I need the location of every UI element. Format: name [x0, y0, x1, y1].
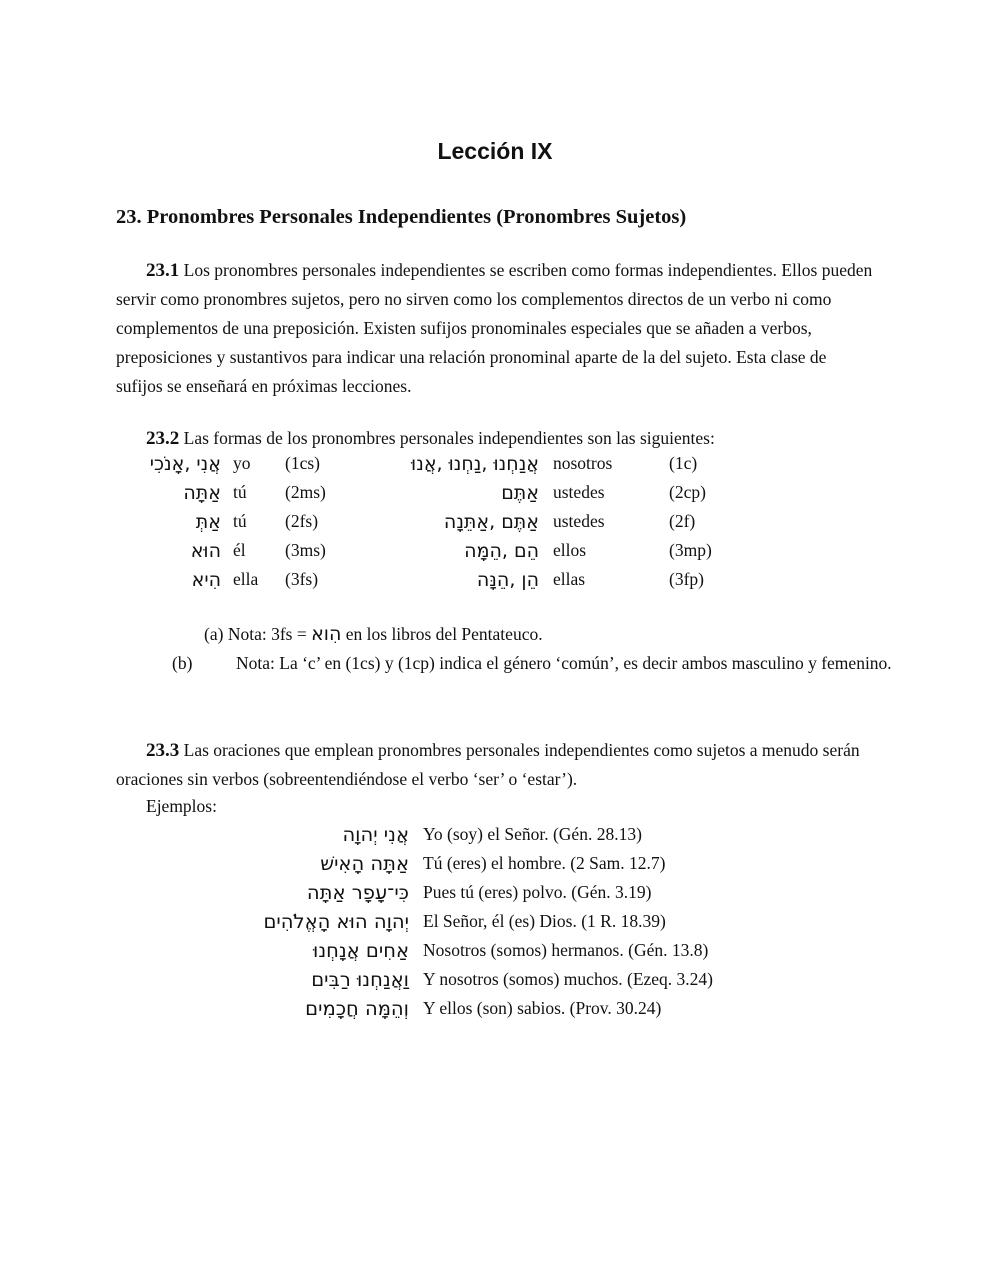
pronoun-row: [0, 511, 990, 540]
example-row: [0, 998, 990, 1027]
plural-gloss: ustedes: [553, 482, 605, 502]
plural-hebrew: הֵם ,הֵמָּה: [464, 540, 539, 562]
example-hebrew: כִּי־עָפָר אַתָּה: [306, 881, 409, 904]
plural-hebrew: הֵן ,הֵנָּה: [476, 569, 539, 591]
example-translation: Y nosotros (somos) muchos. (Ezeq. 3.24): [423, 969, 714, 989]
plural-hebrew: אַתֶּם ,אַתֵּנָה: [443, 511, 539, 533]
example-hebrew: וַאֲנַחְנוּ רַבִּים: [311, 968, 409, 991]
example-hebrew: אַחִים אֲנָחְנוּ: [313, 939, 409, 962]
section-heading: 23. Pronombres Personales Independientes (Pronombres Sujetos): [116, 206, 687, 228]
example-row: [0, 969, 990, 998]
examples-label: Ejemplos:: [146, 796, 217, 816]
singular-code: (2fs): [285, 511, 319, 531]
singular-code: (3ms): [285, 540, 326, 560]
example-translation: Nosotros (somos) hermanos. (Gén. 13.8): [423, 940, 709, 960]
plural-code: (3fp): [669, 569, 704, 589]
example-row: [0, 940, 990, 969]
plural-gloss: ellos: [553, 540, 587, 560]
paragraph-text: Las oraciones que emplean pronombres personales independientes como sujetos a menudo serán oraciones sin verbos (sobreentendiéndose el verbo ‘ser’ o ‘estar’).: [116, 740, 860, 789]
lesson-title: Lección IX: [437, 138, 553, 164]
singular-code: (3fs): [285, 569, 319, 589]
example-translation: Yo (soy) el Señor. (Gén. 28.13): [423, 824, 642, 844]
example-row: [0, 824, 990, 853]
plural-gloss: ellas: [553, 569, 586, 589]
note-b: [172, 649, 916, 678]
note-a: [204, 620, 884, 649]
paragraph-23-3: [116, 736, 876, 794]
example-hebrew: אֲנִי יְהוָה: [342, 823, 409, 846]
plural-hebrew: אֲנַחְנוּ ,נַחְנוּ ,אֲנוּ: [411, 453, 539, 475]
example-row: [0, 882, 990, 911]
example-translation: El Señor, él (es) Dios. (1 R. 18.39): [423, 911, 666, 931]
plural-code: (3mp): [669, 540, 712, 560]
singular-gloss: yo: [233, 453, 251, 473]
plural-gloss: nosotros: [553, 453, 613, 473]
example-hebrew: יְהוָה הוּא הָאֱלֹהִים: [263, 910, 409, 933]
pronoun-row: [0, 569, 990, 598]
example-row: [0, 911, 990, 940]
singular-hebrew: אַתְּ: [195, 511, 221, 533]
example-hebrew: אַתָּה הָאִישׁ: [320, 852, 409, 875]
example-hebrew: וְהֵמָּה חֲכָמִים: [305, 997, 409, 1020]
pronoun-row: [0, 540, 990, 569]
paragraph-23-1: [116, 256, 876, 401]
singular-gloss: ella: [233, 569, 259, 589]
paragraph-text: Los pronombres personales independientes se escriben como formas independientes. Ellos pueden servir como pronombres sujetos, pero no sirven como los complementos directos de un verbo ni como complementos de una preposición. Existen sufijos pronominales especiales que se añaden a verbos, preposiciones y sustantivos para indicar una relación pronominal aparte de la del sujeto. Esta clase de sufijos se enseñará en próximas lecciones.: [116, 260, 873, 396]
paragraph-text: Las formas de los pronombres personales independientes son las siguientes:: [183, 428, 715, 448]
plural-code: (2cp): [669, 482, 706, 502]
paragraph-number: 23.3: [146, 740, 180, 761]
plural-code: (2f): [669, 511, 696, 531]
singular-hebrew: אַתָּה: [183, 482, 221, 504]
singular-hebrew: הִיא: [191, 569, 221, 591]
plural-hebrew: אַתֶּם: [501, 482, 539, 504]
example-translation: Pues tú (eres) polvo. (Gén. 3.19): [423, 882, 652, 902]
note-text-suffix: en los libros del Pentateuco.: [345, 624, 543, 644]
paragraph-number: 23.2: [146, 428, 180, 449]
singular-code: (2ms): [285, 482, 326, 502]
example-translation: Tú (eres) el hombre. (2 Sam. 12.7): [423, 853, 666, 873]
plural-code: (1c): [669, 453, 698, 473]
singular-hebrew: הוּא: [190, 540, 221, 562]
note-text-prefix: Nota: 3fs =: [227, 624, 307, 644]
note-label: (a): [204, 624, 224, 644]
plural-gloss: ustedes: [553, 511, 605, 531]
pronoun-row: [0, 453, 990, 482]
singular-gloss: él: [233, 540, 246, 560]
pronoun-row: [0, 482, 990, 511]
example-row: [0, 853, 990, 882]
example-translation: Y ellos (son) sabios. (Prov. 30.24): [423, 998, 662, 1018]
note-text: Nota: La ‘c’ en (1cs) y (1cp) indica el género ‘común’, es decir ambos masculino y femenino.: [236, 653, 892, 673]
singular-gloss: tú: [233, 511, 247, 531]
note-label: (b): [172, 653, 193, 673]
singular-hebrew: אֲנִי ,אָנֹכִי: [149, 453, 221, 475]
singular-gloss: tú: [233, 482, 247, 502]
paragraph-number: 23.1: [146, 260, 180, 281]
note-hebrew: הִוא: [311, 623, 342, 645]
singular-code: (1cs): [285, 453, 320, 473]
paragraph-23-2: [116, 424, 876, 453]
